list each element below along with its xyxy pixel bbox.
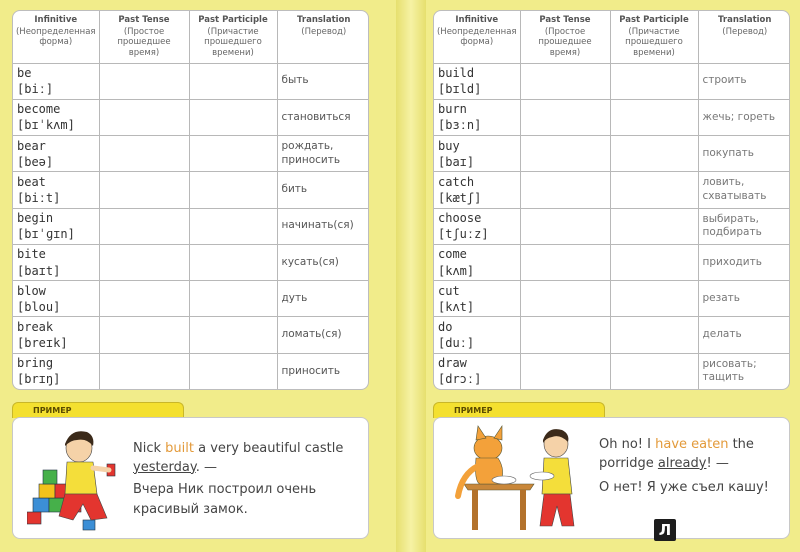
translation-cell: рисовать; тащить [702,357,757,384]
verb-transcription: [duː] [438,336,475,351]
past-tense-cell[interactable] [520,136,610,172]
book-spine [396,0,426,552]
past-participle-cell[interactable] [610,136,698,172]
header-translation: Translation (Перевод) [698,11,790,63]
past-participle-cell[interactable] [189,172,277,208]
past-participle-cell[interactable] [610,317,698,353]
past-participle-cell[interactable] [189,63,277,99]
boy-with-blocks-illustration [27,424,127,536]
infinitive-cell [13,172,99,208]
example-sentence-russian: О нет! Я уже съел кашу! [599,480,769,495]
table-row [13,281,369,317]
translation-cell: кусать(ся) [277,244,369,280]
translation-cell: дуть [277,281,369,317]
verb-word: come [438,247,467,262]
table-row [434,208,790,244]
past-tense-cell[interactable] [99,244,189,280]
translation-cell: бить [277,172,369,208]
header-past-participle: Past Participle (Причастие прошедшего времени) [610,11,698,63]
past-tense-cell[interactable] [520,281,610,317]
past-participle-cell[interactable] [189,317,277,353]
translation-cell: рождать, приносить [277,136,369,172]
table-row [434,317,790,353]
past-participle-cell[interactable] [610,281,698,317]
table-row [434,63,790,99]
verb-transcription: [baɪt] [17,263,61,278]
infinitive-cell [13,317,99,353]
example-tab-right: ПРИМЕР [433,402,605,418]
verb-word: bring [17,356,54,371]
table-row [434,353,790,389]
past-participle-cell[interactable] [610,63,698,99]
past-participle-cell[interactable] [189,353,277,389]
past-tense-cell[interactable] [99,281,189,317]
verb-transcription: [beə] [17,154,54,169]
past-participle-cell[interactable] [610,353,698,389]
translation-cell: приносить [281,364,341,377]
translation-cell: становиться [277,99,369,135]
example-sentence-english: Oh no! I have eaten the porridge already! — [599,437,754,471]
header-infinitive: Infinitive (Неопределенная форма) [434,11,520,63]
translation-cell: начинать(ся) [277,208,369,244]
infinitive-cell [13,208,99,244]
past-tense-cell[interactable] [99,317,189,353]
past-participle-cell[interactable] [189,244,277,280]
example-tab-left: ПРИМЕР [12,402,184,418]
infinitive-cell [13,63,99,99]
verb-word: do [438,319,453,334]
infinitive-cell [434,172,520,208]
verb-word: bear [17,138,46,153]
publisher-logo: Л [654,519,676,541]
table-header-row [13,11,369,63]
verb-word: be [17,65,32,80]
table-row [434,136,790,172]
table-row [434,281,790,317]
verb-transcription: [bɜːn] [438,118,482,133]
past-tense-cell[interactable] [520,172,610,208]
verb-word: build [438,65,475,80]
verb-word: cut [438,283,460,298]
table-row [13,208,369,244]
example-card-left [12,417,369,539]
verb-word: break [17,319,54,334]
verb-transcription: [biː] [17,82,54,97]
infinitive-cell [434,63,520,99]
table-header-row [434,11,790,63]
verb-word: buy [438,138,460,153]
header-infinitive: Infinitive (Неопределенная форма) [13,11,99,63]
header-past-tense: Past Tense (Простое прошедшее время) [99,11,189,63]
infinitive-cell [434,208,520,244]
infinitive-cell [434,99,520,135]
verb-transcription: [brɪŋ] [17,372,61,387]
verb-word: bite [17,247,46,262]
verb-transcription: [kʌm] [438,263,475,278]
verb-transcription: [baɪ] [438,154,475,169]
verb-word: become [17,102,61,117]
table-row [13,172,369,208]
table-row [13,353,369,389]
verb-word: blow [17,283,46,298]
verb-word: draw [438,356,467,371]
past-participle-cell[interactable] [189,136,277,172]
verb-transcription: [bɪˈɡɪn] [17,227,75,242]
infinitive-cell [434,317,520,353]
verb-word: burn [438,102,467,117]
header-past-tense: Past Tense (Простое прошедшее время) [520,11,610,63]
verb-transcription: [blou] [17,299,61,314]
translation-cell: выбирать, подбирать [698,208,790,244]
past-participle-cell[interactable] [610,172,698,208]
table-row [13,136,369,172]
verb-transcription: [biːt] [17,190,61,205]
past-tense-cell[interactable] [520,317,610,353]
past-tense-cell[interactable] [520,353,610,389]
past-tense-cell[interactable] [99,136,189,172]
verb-transcription: [tʃuːz] [438,227,489,242]
past-tense-cell[interactable] [520,63,610,99]
table-row [13,63,369,99]
translation-cell: приходить [698,244,790,280]
verb-transcription: [breɪk] [17,336,68,351]
translation-cell: строить [698,63,790,99]
infinitive-cell [434,136,520,172]
verb-transcription: [kætʃ] [438,190,482,205]
table-row [13,99,369,135]
past-participle-cell[interactable] [189,281,277,317]
infinitive-cell [13,281,99,317]
past-tense-cell[interactable] [520,244,610,280]
past-tense-cell[interactable] [520,208,610,244]
translation-cell: ловить, схватывать [698,172,790,208]
past-participle-cell[interactable] [189,99,277,135]
infinitive-cell [434,244,520,280]
verb-word: beat [17,174,46,189]
past-participle-cell[interactable] [610,208,698,244]
verb-table-right [433,10,790,390]
past-participle-cell[interactable] [610,99,698,135]
verb-table-left [12,10,369,390]
example-sentence-english: Nick built a very beautiful castle yesterday. — [133,441,344,475]
infinitive-cell [13,99,99,135]
verb-word: begin [17,211,54,226]
table-row [434,99,790,135]
verb-transcription: [drɔː] [438,372,482,387]
past-tense-cell[interactable] [99,99,189,135]
infinitive-cell [13,136,99,172]
translation-cell: быть [277,63,369,99]
translation-cell: жечь; гореть [698,99,790,135]
table-row [13,317,369,353]
past-tense-cell[interactable] [99,63,189,99]
table-row [434,172,790,208]
past-participle-cell[interactable] [610,244,698,280]
verb-transcription: [bɪˈkʌm] [17,118,75,133]
verb-transcription: [kʌt] [438,299,475,314]
translation-cell: делать [698,317,790,353]
table-row [434,244,790,280]
verb-word: catch [438,174,475,189]
header-translation: Translation (Перевод) [277,11,369,63]
past-participle-cell[interactable] [189,208,277,244]
translation-cell: покупать [698,136,790,172]
header-past-participle: Past Participle (Причастие прошедшего времени) [189,11,277,63]
cat-and-boy-illustration [444,422,594,538]
translation-cell: резать [698,281,790,317]
past-tense-cell[interactable] [99,172,189,208]
translation-cell: ломать(ся) [277,317,369,353]
infinitive-cell [13,353,99,389]
example-card-right [433,417,790,539]
infinitive-cell [434,353,520,389]
past-tense-cell[interactable] [99,208,189,244]
infinitive-cell [434,281,520,317]
table-row [13,244,369,280]
infinitive-cell [13,244,99,280]
verb-word: choose [438,211,482,226]
past-tense-cell[interactable] [520,99,610,135]
example-sentence-russian: Вчера Ник построил очень красивый замок. [133,482,317,517]
past-tense-cell[interactable] [99,353,189,389]
verb-transcription: [bɪld] [438,82,482,97]
